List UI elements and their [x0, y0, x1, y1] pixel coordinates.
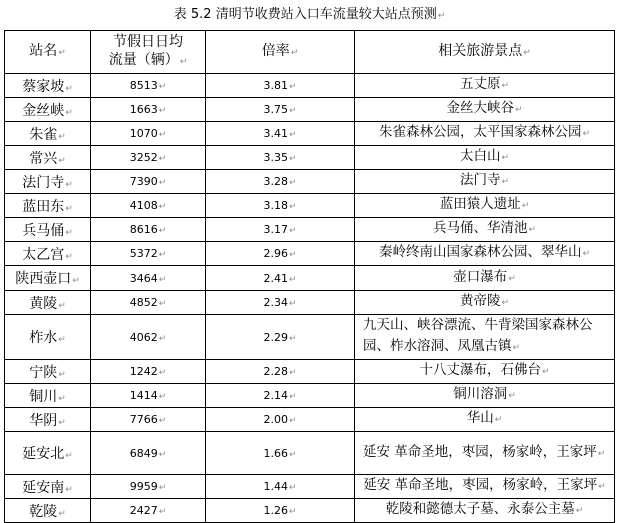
- paragraph-mark-icon: ↵: [158, 507, 167, 517]
- flow-cell-text: 8616: [129, 223, 158, 236]
- ratio-cell-text: 2.29: [263, 330, 288, 344]
- flow-cell-text: 4108: [129, 199, 158, 212]
- station-cell-text: 柞水: [29, 330, 58, 346]
- spots-cell-text: 蓝田猿人遗址: [439, 196, 521, 212]
- flow-cell-text: 2427: [129, 504, 158, 517]
- station-cell-text: 蓝田东: [22, 198, 65, 215]
- paragraph-mark-icon: ↵: [575, 506, 584, 516]
- flow-cell: [91, 98, 206, 122]
- header-spots: [355, 31, 615, 74]
- station-cell: [5, 408, 91, 432]
- station-cell: [5, 242, 91, 266]
- header-flow-line1: 节假日日均: [113, 34, 183, 50]
- spots-cell-text: 华山: [466, 410, 494, 426]
- flow-cell: [91, 384, 206, 408]
- station-cell: [5, 218, 91, 242]
- paragraph-mark-icon: ↵: [158, 202, 167, 212]
- paragraph-mark-icon: ↵: [288, 274, 297, 285]
- header-ratio-label: 倍率: [261, 43, 290, 59]
- paragraph-mark-icon: ↵: [65, 83, 73, 94]
- paragraph-mark-icon: ↵: [597, 448, 606, 459]
- paragraph-mark-icon: ↵: [158, 154, 167, 164]
- table-row: [5, 432, 615, 475]
- paragraph-mark-icon: ↵: [288, 416, 297, 426]
- flow-cell: [91, 291, 206, 315]
- paragraph-mark-icon: ↵: [58, 48, 66, 58]
- ratio-cell-text: 3.81: [263, 79, 288, 92]
- station-flow-table: [4, 30, 615, 523]
- table-row: [5, 146, 615, 170]
- flow-cell: [91, 266, 206, 291]
- spots-cell: [355, 360, 615, 384]
- flow-cell-text: 9959: [129, 480, 158, 493]
- ratio-cell: [206, 98, 355, 122]
- table-row: [5, 384, 615, 408]
- spots-cell-text: 兵马俑、华清池: [432, 220, 528, 236]
- table-row: [5, 74, 615, 98]
- table-row: [5, 194, 615, 218]
- ratio-cell: [206, 266, 355, 291]
- spots-cell: [355, 146, 615, 170]
- flow-cell: [91, 499, 206, 523]
- spots-cell-text: 乾陵和懿德太子墓、永泰公主墓: [385, 501, 575, 517]
- paragraph-mark-icon: ↵: [501, 153, 510, 163]
- paragraph-mark-icon: ↵: [158, 130, 167, 140]
- flow-cell: [91, 170, 206, 194]
- flow-cell: [91, 194, 206, 218]
- paragraph-mark-icon: ↵: [158, 274, 167, 285]
- ratio-cell-text: 3.17: [263, 223, 288, 236]
- ratio-cell: [206, 242, 355, 266]
- station-cell-text: 常兴: [29, 150, 58, 167]
- flow-cell: [91, 242, 206, 266]
- paragraph-mark-icon: ↵: [501, 298, 510, 308]
- flow-cell: [91, 315, 206, 360]
- paragraph-mark-icon: ↵: [65, 251, 73, 262]
- table-row: [5, 266, 615, 291]
- station-cell-text: 乾陵: [29, 503, 58, 520]
- paragraph-mark-icon: ↵: [158, 178, 167, 188]
- station-cell-text: 宁陕: [29, 364, 58, 381]
- station-cell-text: 黄陵: [29, 295, 58, 312]
- ratio-cell: [206, 315, 355, 360]
- header-station: [5, 31, 91, 74]
- table-row: [5, 499, 615, 523]
- paragraph-mark-icon: ↵: [288, 483, 297, 493]
- paragraph-mark-icon: ↵: [58, 508, 66, 519]
- station-cell: [5, 291, 91, 315]
- paragraph-mark-icon: ↵: [65, 451, 73, 461]
- table-caption-text: 表 5.2 清明节收费站入口车流量较大站点预测: [173, 7, 437, 22]
- paragraph-mark-icon: ↵: [158, 106, 167, 116]
- paragraph-mark-icon: ↵: [58, 417, 66, 428]
- spots-cell-text: 法门寺: [459, 172, 501, 188]
- paragraph-mark-icon: ↵: [158, 416, 167, 426]
- ratio-cell-text: 1.66: [263, 446, 288, 460]
- table-row: [5, 242, 615, 266]
- spots-cell-text: 延安 革命圣地，枣园，杨家岭，王家坪: [363, 477, 598, 493]
- station-cell: [5, 74, 91, 98]
- paragraph-mark-icon: ↵: [158, 226, 167, 236]
- station-cell-text: 延安南: [22, 479, 65, 496]
- spots-cell-text: 金丝大峡谷: [446, 100, 514, 116]
- flow-cell-text: 5372: [129, 247, 158, 260]
- ratio-cell-text: 3.75: [263, 103, 288, 116]
- ratio-cell-text: 3.18: [263, 199, 288, 212]
- paragraph-mark-icon: ↵: [288, 449, 297, 460]
- header-flow-line2: 流量（辆）: [108, 52, 179, 68]
- flow-cell-text: 1414: [129, 389, 158, 402]
- paragraph-mark-icon: ↵: [179, 57, 188, 67]
- paragraph-mark-icon: ↵: [58, 369, 66, 380]
- station-cell-text: 华阴: [29, 412, 58, 429]
- station-cell: [5, 194, 91, 218]
- station-cell: [5, 98, 91, 122]
- paragraph-mark-icon: ↵: [288, 106, 297, 116]
- spots-cell: [355, 122, 615, 146]
- spots-cell: [355, 384, 615, 408]
- spots-cell: [355, 218, 615, 242]
- ratio-cell: [206, 146, 355, 170]
- paragraph-mark-icon: ↵: [58, 335, 66, 345]
- station-cell-text: 法门寺: [22, 174, 65, 191]
- paragraph-mark-icon: ↵: [65, 203, 73, 214]
- spots-cell-text: 五丈原: [459, 76, 501, 92]
- table-caption: [0, 7, 619, 24]
- ratio-cell: [206, 499, 355, 523]
- paragraph-mark-icon: ↵: [288, 130, 297, 140]
- header-spots-label: 相关旅游景点: [438, 43, 523, 59]
- paragraph-mark-icon: ↵: [158, 483, 167, 493]
- paragraph-mark-icon: ↵: [288, 154, 297, 164]
- station-cell: [5, 432, 91, 475]
- station-cell-text: 朱雀: [29, 126, 58, 143]
- ratio-cell: [206, 194, 355, 218]
- table-row: [5, 408, 615, 432]
- spots-cell: [355, 475, 615, 499]
- paragraph-mark-icon: ↵: [582, 129, 591, 139]
- table-row: [5, 315, 615, 360]
- table-row: [5, 475, 615, 499]
- paragraph-mark-icon: ↵: [523, 48, 531, 58]
- ratio-cell-text: 3.41: [263, 127, 288, 140]
- ratio-cell-text: 3.28: [263, 175, 288, 188]
- header-ratio: [206, 31, 355, 74]
- spots-cell: [355, 242, 615, 266]
- station-cell: [5, 170, 91, 194]
- flow-cell-text: 4062: [129, 330, 158, 344]
- flow-cell: [91, 74, 206, 98]
- flow-cell-text: 1663: [129, 103, 158, 116]
- spots-cell-text: 秦岭终南山国家森林公园、翠华山: [378, 244, 582, 260]
- ratio-cell: [206, 408, 355, 432]
- spots-cell: [355, 98, 615, 122]
- paragraph-mark-icon: ↵: [598, 482, 606, 492]
- paragraph-mark-icon: ↵: [288, 178, 297, 188]
- station-cell: [5, 384, 91, 408]
- flow-cell-text: 7766: [129, 413, 158, 426]
- flow-cell: [91, 218, 206, 242]
- flow-cell: [91, 360, 206, 384]
- spots-cell-text: 延安 革命圣地，枣园，杨家岭，王家坪: [363, 443, 597, 460]
- paragraph-mark-icon: ↵: [288, 202, 297, 212]
- paragraph-mark-icon: ↵: [65, 179, 73, 190]
- paragraph-mark-icon: ↵: [288, 250, 297, 260]
- ratio-cell: [206, 432, 355, 475]
- flow-cell-text: 3252: [129, 151, 158, 164]
- header-flow: [91, 31, 206, 74]
- spots-cell-text: 壶口瀑布: [453, 268, 508, 285]
- ratio-cell-text: 2.00: [263, 413, 288, 426]
- flow-cell: [91, 146, 206, 170]
- ratio-cell: [206, 218, 355, 242]
- ratio-cell-text: 2.14: [263, 389, 288, 402]
- paragraph-mark-icon: ↵: [288, 82, 297, 92]
- station-cell: [5, 146, 91, 170]
- spots-cell: [355, 432, 615, 475]
- paragraph-mark-icon: ↵: [158, 449, 167, 460]
- paragraph-mark-icon: ↵: [541, 367, 550, 377]
- paragraph-mark-icon: ↵: [158, 250, 167, 260]
- ratio-cell: [206, 74, 355, 98]
- paragraph-mark-icon: ↵: [58, 300, 66, 311]
- spots-cell: [355, 315, 615, 360]
- ratio-cell-text: 2.96: [263, 247, 288, 260]
- paragraph-mark-icon: ↵: [508, 391, 516, 401]
- station-cell-text: 太乙宫: [22, 246, 65, 263]
- flow-cell: [91, 408, 206, 432]
- table-row: [5, 170, 615, 194]
- table-row: [5, 122, 615, 146]
- paragraph-mark-icon: ↵: [65, 227, 73, 238]
- table-header-row: [5, 31, 615, 74]
- paragraph-mark-icon: ↵: [65, 484, 73, 495]
- paragraph-mark-icon: ↵: [58, 155, 66, 166]
- paragraph-mark-icon: ↵: [65, 107, 73, 118]
- paragraph-mark-icon: ↵: [158, 299, 167, 309]
- paragraph-mark-icon: ↵: [288, 299, 297, 309]
- flow-cell-text: 3464: [129, 271, 158, 285]
- spots-cell: [355, 266, 615, 291]
- paragraph-mark-icon: ↵: [528, 225, 537, 235]
- station-cell: [5, 266, 91, 291]
- station-cell-text: 延安北: [22, 446, 65, 462]
- spots-cell: [355, 408, 615, 432]
- station-cell-text: 陕西壶口: [15, 271, 72, 287]
- paragraph-mark-icon: ↵: [288, 507, 297, 517]
- paragraph-mark-icon: ↵: [158, 333, 167, 344]
- paragraph-mark-icon: ↵: [501, 81, 510, 91]
- paragraph-mark-icon: ↵: [501, 177, 510, 187]
- paragraph-mark-icon: ↵: [58, 393, 66, 404]
- station-cell: [5, 360, 91, 384]
- ratio-cell: [206, 291, 355, 315]
- ratio-cell: [206, 384, 355, 408]
- station-cell: [5, 315, 91, 360]
- spots-cell-text: 朱雀森林公园，太平国家森林公园: [378, 124, 582, 140]
- spots-cell: [355, 74, 615, 98]
- ratio-cell-text: 2.41: [263, 271, 288, 285]
- ratio-cell-text: 2.28: [263, 365, 288, 378]
- paragraph-mark-icon: ↵: [288, 226, 297, 236]
- paragraph-mark-icon: ↵: [290, 48, 299, 58]
- station-cell: [5, 499, 91, 523]
- flow-cell-text: 4852: [129, 296, 158, 309]
- paragraph-mark-icon: ↵: [158, 82, 167, 92]
- ratio-cell: [206, 475, 355, 499]
- table-row: [5, 218, 615, 242]
- station-cell-text: 兵马俑: [22, 222, 65, 239]
- paragraph-mark-icon: ↵: [521, 201, 530, 211]
- table-row: [5, 360, 615, 384]
- paragraph-mark-icon: ↵: [288, 333, 297, 344]
- spots-cell-text: 十八丈瀑布，石佛台: [419, 362, 541, 378]
- paragraph-mark-icon: ↵: [158, 392, 167, 402]
- paragraph-mark-icon: ↵: [58, 131, 66, 142]
- paragraph-mark-icon: ↵: [158, 368, 167, 378]
- spots-cell: [355, 291, 615, 315]
- station-cell: [5, 122, 91, 146]
- flow-cell: [91, 122, 206, 146]
- paragraph-mark-icon: ↵: [288, 368, 297, 378]
- spots-cell-text: 铜川溶洞: [453, 386, 508, 402]
- station-cell-text: 蔡家坡: [22, 78, 65, 95]
- ratio-cell: [206, 122, 355, 146]
- paragraph-mark-icon: ↵: [288, 392, 297, 402]
- paragraph-mark-icon: ↵: [514, 105, 523, 115]
- spots-cell-text: 九天山、峡谷漂流、牛背梁国家森林公园、柞水溶洞、凤凰古镇: [363, 317, 593, 354]
- flow-cell: [91, 432, 206, 475]
- ratio-cell-text: 1.26: [263, 504, 288, 517]
- spots-cell: [355, 499, 615, 523]
- ratio-cell: [206, 170, 355, 194]
- ratio-cell-text: 1.44: [263, 480, 288, 493]
- table-row: [5, 291, 615, 315]
- spots-cell-text: 太白山: [459, 148, 501, 164]
- ratio-cell-text: 2.34: [263, 296, 288, 309]
- flow-cell-text: 7390: [129, 175, 158, 188]
- flow-cell-text: 6849: [129, 446, 158, 460]
- spots-cell: [355, 170, 615, 194]
- spots-cell: [355, 194, 615, 218]
- flow-cell: [91, 475, 206, 499]
- header-station-label: 站名: [29, 43, 58, 59]
- paragraph-mark-icon: ↵: [582, 249, 591, 259]
- flow-cell-text: 1242: [129, 365, 158, 378]
- ratio-cell: [206, 360, 355, 384]
- spots-cell-text: 黄帝陵: [459, 293, 501, 309]
- ratio-cell-text: 3.35: [263, 151, 288, 164]
- paragraph-mark-icon: ↵: [512, 343, 521, 353]
- paragraph-mark-icon: ↵: [72, 276, 80, 286]
- table-row: [5, 98, 615, 122]
- station-cell-text: 金丝峡: [22, 102, 65, 119]
- flow-cell-text: 8513: [129, 79, 158, 92]
- flow-cell-text: 1070: [129, 127, 158, 140]
- station-cell: [5, 475, 91, 499]
- paragraph-mark-icon: ↵: [508, 273, 516, 284]
- station-cell-text: 铜川: [29, 388, 58, 405]
- paragraph-mark-icon: ↵: [494, 415, 503, 425]
- paragraph-mark-icon: ↵: [437, 11, 446, 21]
